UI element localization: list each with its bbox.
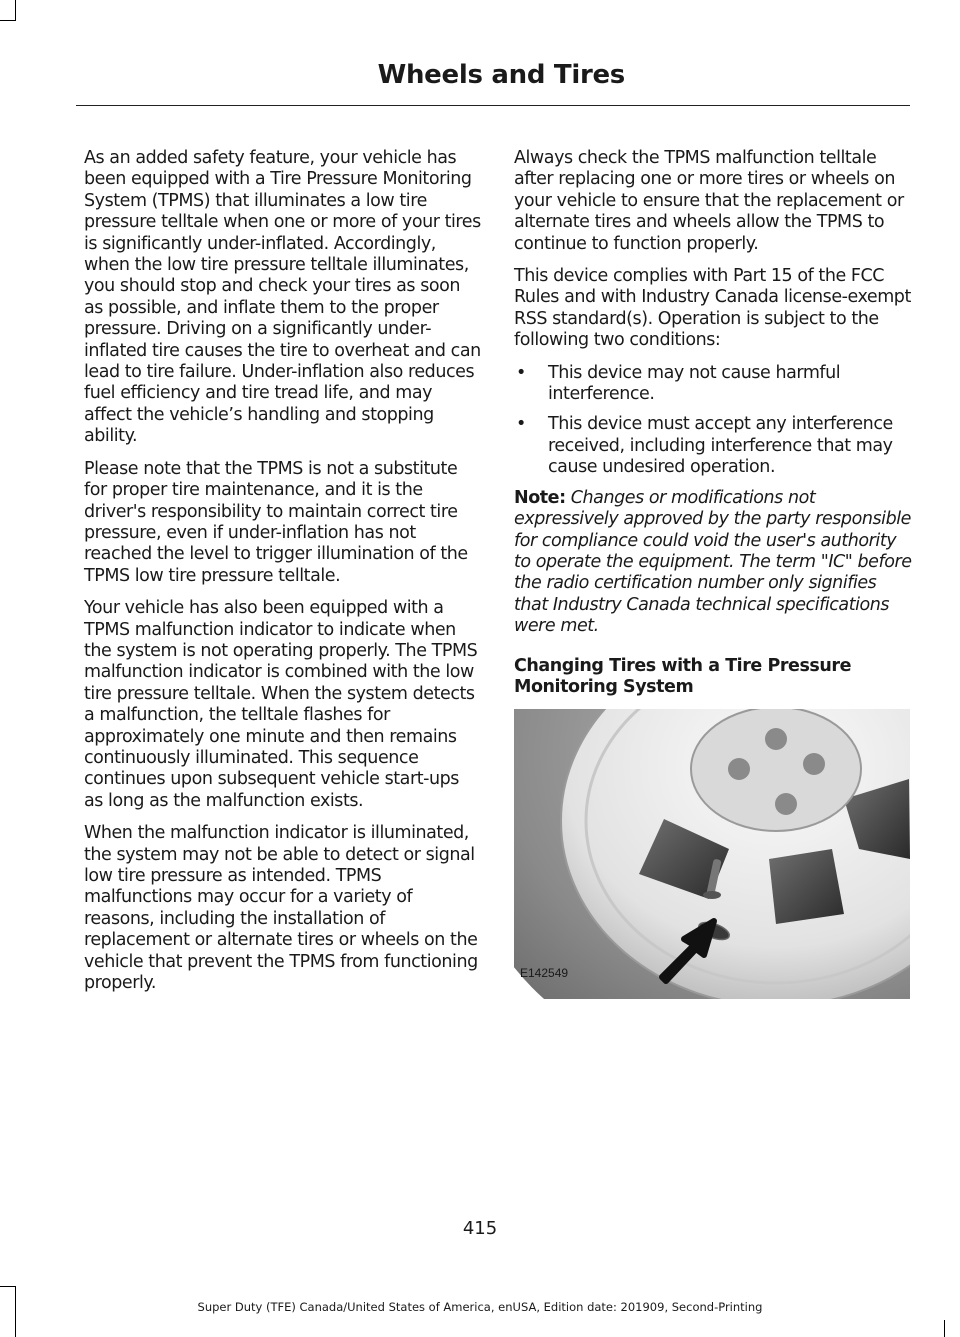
- left-column: [84, 148, 482, 1005]
- paragraph: Your vehicle has also been equipped with a TPMS malfunction indicator to indicate when the system is not operating properly. The TPMS malfunction indicator is combined with the low tire pressure telltale. When the system detects a malfunction, the telltale flashes for approximately one minute and then remains continuously illuminated. This sequence continues upon subsequent vehicle start-ups as long as the malfunction exists.: [84, 598, 478, 811]
- note-label: Note:: [514, 487, 566, 508]
- paragraph: As an added safety feature, your vehicle has been equipped with a Tire Pressure Monitoring System (TPMS) that illuminates a low tire pressure telltale when one or more of your tires is significantly under-inflated. Accordingly, when the low tire pressure telltale illuminates, you should stop and check your tires as soon as possible, and inflate them to the proper pressure. Driving on a significantly under-inflated tire causes the tire to overheat and can lead to tire failure. Under-inflation also reduces fuel efficiency and tire tread life, and may affect the vehicle’s handling and stopping ability.: [84, 148, 481, 447]
- note-text: Changes or modifications not expressively approved by the party responsible for compliance could void the user's authority to operate the equipment. The term "IC" before the radio certification number only signifies that Industry Canada technical specifications were met.: [514, 487, 912, 637]
- bullet-symbol: •: [516, 414, 526, 435]
- paragraph: When the malfunction indicator is illuminated, the system may not be able to detect or signal low tire pressure as intended. TPMS malfunctions may occur for a variety of reasons, including the installation of replacement or alternate tires or wheels on the vehicle that prevent the TPMS from functioning properly.: [84, 823, 478, 994]
- right-column: [514, 148, 912, 1009]
- paragraph: Always check the TPMS malfunction telltale after replacing one or more tires or wheels on your vehicle to ensure that the replacement or alternate tires and wheels allow the TPMS to continue to function properly.: [514, 148, 904, 254]
- crop-mark-bottom-left-h: [0, 1286, 16, 1287]
- list-item-text: This device may not cause harmful interference.: [548, 362, 841, 405]
- page-footer: Super Duty (TFE) Canada/United States of America, enUSA, Edition date: 201909, Second-Printing: [197, 1300, 763, 1314]
- crop-mark-top-left: [15, 0, 16, 20]
- spoke-opening: [769, 849, 844, 924]
- crop-mark-bottom-right: [944, 1320, 945, 1337]
- section-heading: Changing Tires with a Tire Pressure Monitoring System: [514, 655, 851, 698]
- list-item-text: This device must accept any interference received, including interference that may cause undesired operation.: [548, 414, 893, 478]
- header-divider: [76, 105, 910, 106]
- paragraph: This device complies with Part 15 of the FCC Rules and with Industry Canada license-exempt RSS standard(s). Operation is subject to the following two conditions:: [514, 266, 911, 351]
- crop-mark-top-left-h: [0, 20, 16, 21]
- bullet-list: [514, 363, 912, 479]
- page-title: Wheels and Tires: [377, 60, 625, 90]
- figure-code: E142549: [520, 966, 569, 981]
- paragraph: Please note that the TPMS is not a substitute for proper tire maintenance, and it is the driver's responsibility to maintain correct tire pressure, even if under-inflation has not reached the level to trigger illumination of the TPMS low tire pressure telltale.: [84, 458, 468, 586]
- list-item: [514, 414, 912, 478]
- wheel-illustration: [514, 709, 910, 999]
- bullet-symbol: •: [516, 362, 526, 383]
- note: [514, 488, 912, 638]
- list-item: [514, 363, 912, 406]
- page-number: 415: [462, 1218, 498, 1239]
- tire-valve-illustration: [514, 709, 910, 1009]
- hub-shape: [691, 709, 861, 831]
